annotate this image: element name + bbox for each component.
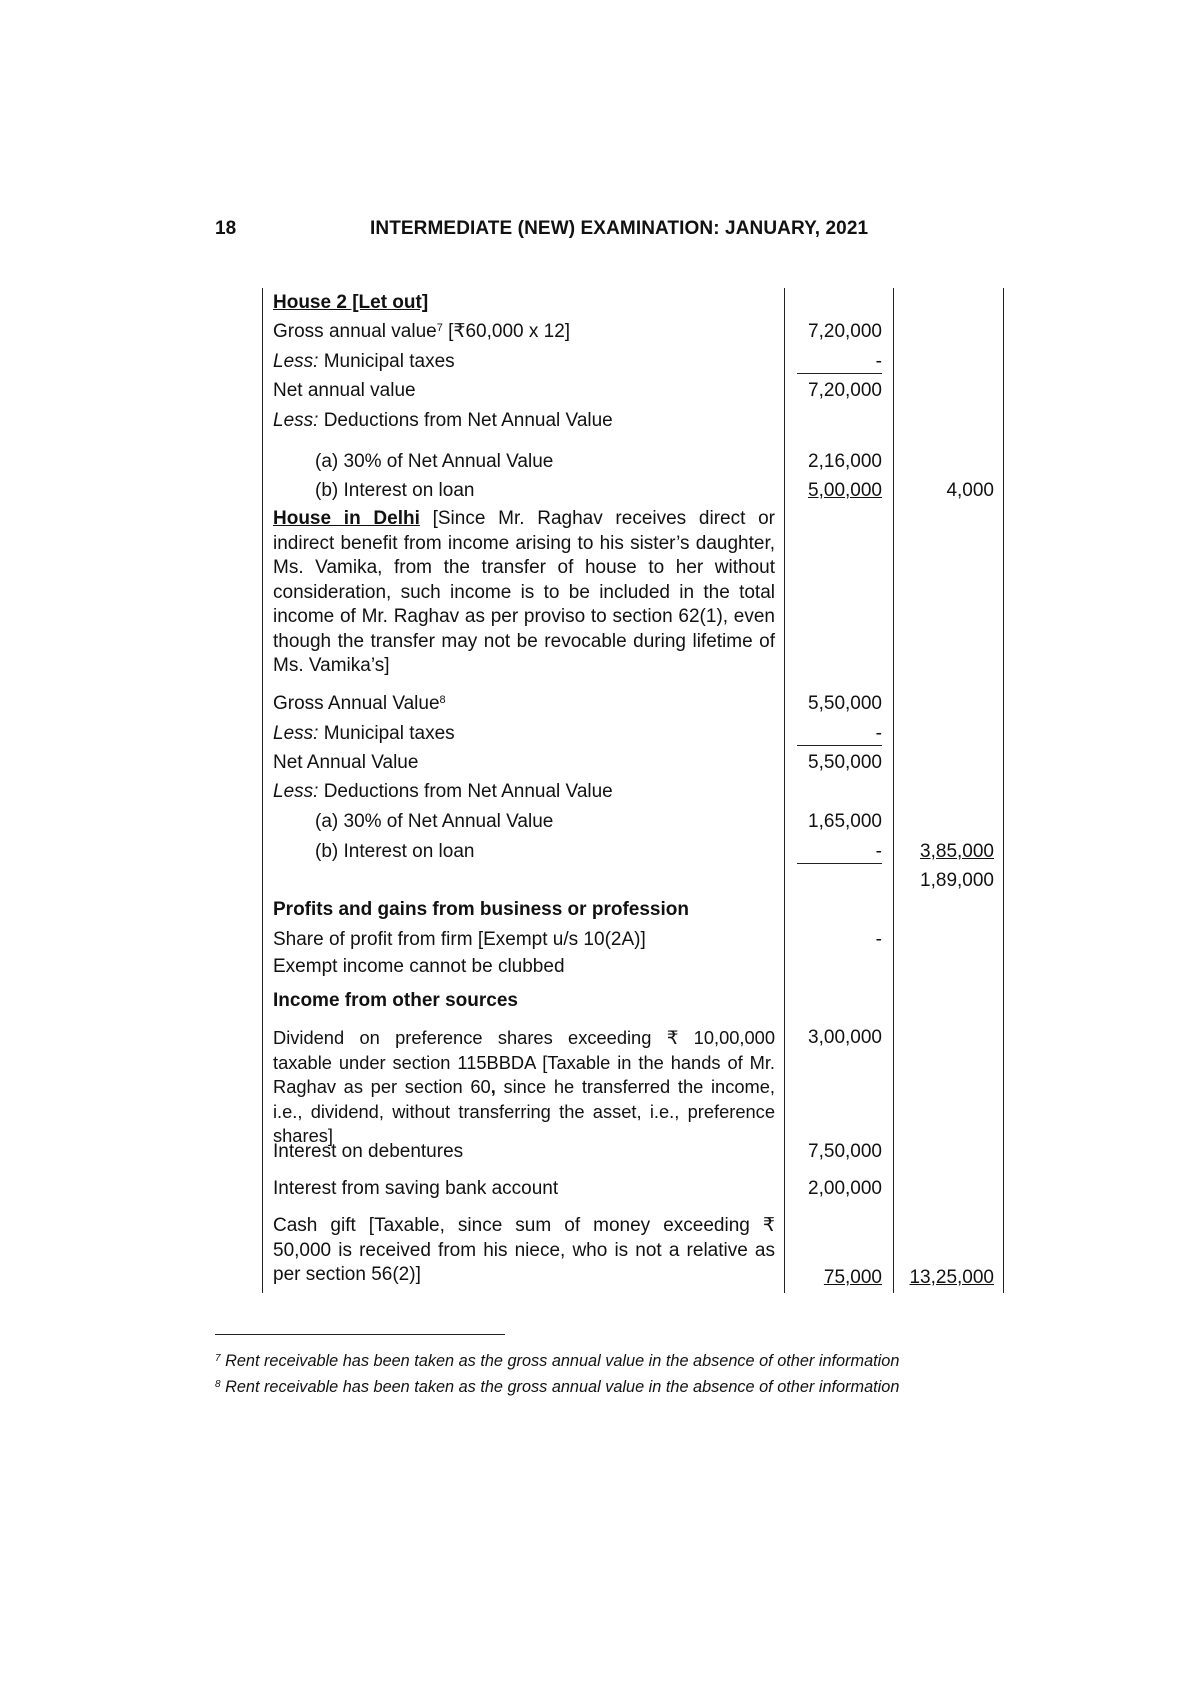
- delhi-note: [Since Mr. Raghav receives direct or indirect benefit from income arising to his sister’s daughter, Ms. Vamika, from the transfer of house to her without consideration, such income is to be included in the total income of Mr. Raghav as per proviso to section 62(1), even though the transfer may not be revocable during lifetime of Ms. Vamika’s]: [273, 508, 775, 676]
- house2-deductions-label: Deductions from Net Annual Value: [318, 410, 613, 431]
- footnote-ref-8: 8: [439, 694, 446, 706]
- delhi-standard-deduction-label: (a) 30% of Net Annual Value: [315, 811, 554, 832]
- less-label: Less:: [273, 723, 319, 744]
- table-column-divider-2: [893, 288, 894, 1293]
- delhi-gav-value: 5,50,000: [808, 693, 882, 714]
- less-label: Less:: [273, 781, 319, 802]
- delhi-total: 3,85,000: [920, 841, 994, 862]
- delhi-municipal-underline: [797, 745, 882, 746]
- cash-gift-value: 75,000: [823, 1267, 882, 1288]
- house2-interest-label: (b) Interest on loan: [315, 480, 475, 501]
- delhi-note-paragraph: [273, 507, 775, 679]
- house2-gav-value: 7,20,000: [808, 321, 882, 342]
- footnote-separator: [215, 1334, 505, 1335]
- business-heading: Profits and gains from business or profession: [273, 899, 689, 920]
- house2-heading: House 2 [Let out]: [273, 292, 429, 313]
- house2-gav-calc: [₹60,000 x 12]: [442, 321, 571, 342]
- footnote-number: 8: [215, 1379, 221, 1390]
- footnote-number: 7: [215, 1353, 221, 1364]
- house-property-total: 1,89,000: [920, 870, 994, 891]
- savings-label: Interest from saving bank account: [273, 1178, 559, 1199]
- debentures-value: 7,50,000: [808, 1141, 882, 1162]
- house2-deductions-row: [273, 410, 613, 432]
- page-title: INTERMEDIATE (NEW) EXAMINATION: JANUARY, 2021: [370, 218, 869, 239]
- delhi-interest-value: -: [875, 841, 882, 862]
- less-label: Less:: [273, 410, 319, 431]
- delhi-municipal-value: -: [875, 723, 882, 744]
- cash-gift-paragraph: Cash gift [Taxable, since sum of money exceeding ₹ 50,000 is received from his niece, who is not a relative as per section 56(2)]: [273, 1215, 775, 1285]
- delhi-interest-underline: [797, 863, 882, 864]
- table-left-border: [262, 288, 263, 1293]
- business-line-1: Share of profit from firm [Exempt u/s 10(2A)]: [273, 929, 646, 950]
- debentures-label: Interest on debentures: [273, 1141, 464, 1162]
- footnote-7: [215, 1352, 899, 1371]
- delhi-interest-label: (b) Interest on loan: [315, 841, 475, 862]
- dividend-paragraph: [273, 1026, 775, 1149]
- footnote-text: Rent receivable has been taken as the gross annual value in the absence of other information: [225, 1352, 900, 1370]
- dividend-text: Dividend on preference shares exceeding ₹ 10,00,000 taxable under section 115BBDA [Taxable in the hands of Mr. Raghav as per section 60: [273, 1027, 775, 1097]
- delhi-deductions-row: [273, 781, 613, 803]
- delhi-nav-label: Net Annual Value: [273, 752, 419, 773]
- house2-municipal-value: -: [875, 351, 882, 372]
- delhi-standard-deduction-value: 1,65,000: [808, 811, 882, 832]
- delhi-gav-row: [273, 693, 446, 715]
- house2-total: 4,000: [946, 480, 994, 501]
- house2-municipal-row: [273, 351, 455, 373]
- business-value: -: [875, 929, 882, 950]
- delhi-gav-label: Gross Annual Value: [273, 693, 440, 714]
- house2-gav-label: Gross annual value: [273, 321, 437, 342]
- footnote-ref-7: 7: [436, 322, 443, 334]
- house2-municipal-label: Municipal taxes: [318, 351, 455, 372]
- house2-nav-label: Net annual value: [273, 380, 416, 401]
- other-sources-total: 13,25,000: [909, 1267, 994, 1288]
- house2-nav-value: 7,20,000: [808, 380, 882, 401]
- footnote-8: [215, 1378, 899, 1397]
- house2-gav-row: [273, 321, 570, 343]
- savings-value: 2,00,000: [808, 1178, 882, 1199]
- dividend-comma: ,: [490, 1076, 496, 1097]
- other-sources-heading: Income from other sources: [273, 990, 518, 1011]
- house2-standard-deduction-label: (a) 30% of Net Annual Value: [315, 451, 554, 472]
- delhi-nav-value: 5,50,000: [808, 752, 882, 773]
- delhi-deductions-label: Deductions from Net Annual Value: [318, 781, 613, 802]
- delhi-municipal-row: [273, 723, 455, 745]
- business-line-2: Exempt income cannot be clubbed: [273, 956, 565, 977]
- table-right-border: [1003, 288, 1004, 1293]
- house2-municipal-underline: [797, 373, 882, 374]
- dividend-value: 3,00,000: [808, 1027, 882, 1048]
- house2-standard-deduction-value: 2,16,000: [808, 451, 882, 472]
- page-number: 18: [215, 218, 237, 239]
- delhi-heading: House in Delhi: [273, 508, 420, 529]
- less-label: Less:: [273, 351, 319, 372]
- dividend-text-cont: since he transferred the income, i.e., dividend, without transferring the asset, i.e., preference shares]: [273, 1076, 775, 1146]
- delhi-municipal-label: Municipal taxes: [318, 723, 455, 744]
- house2-interest-value: 5,00,000: [808, 480, 882, 501]
- footnote-text: Rent receivable has been taken as the gross annual value in the absence of other information: [225, 1378, 900, 1396]
